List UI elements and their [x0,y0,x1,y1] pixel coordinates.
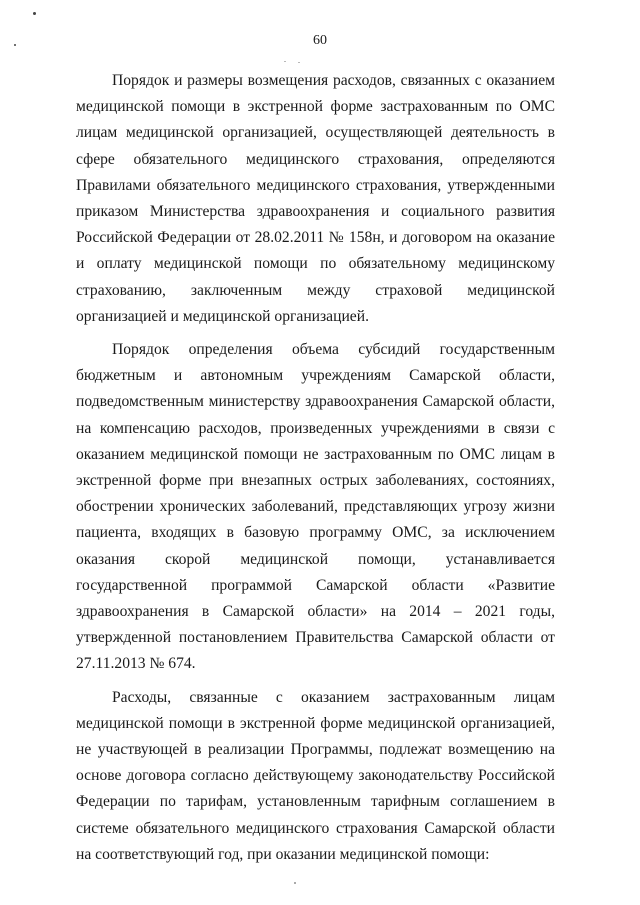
scan-speck [294,882,296,884]
paragraph-subsidy-procedure: Порядок определения объема субсидий государственным бюджетным и автономным учреждениям Самарской области, подведомственным министерству здравоохранения Самарской области, на компенсацию расходов, произведенных учреждениями в связи с оказанием медицинской помощи не застрахованным по ОМС лицам в экстренной форме при внезапных острых заболеваниях, состояниях, обострении хронических заболеваний, представляющих угрозу жизни пациента, входящих в базовую программу ОМС, за исключением оказания скорой медицинской помощи, устанавливается государственной программой Самарской области «Развитие здравоохранения в Самарской области» на 2014 – 2021 годы, утвержденной постановлением Правительства Самарской области от 27.11.2013 № 674. [76,341,555,673]
page-number: 60 [313,33,327,48]
paragraph-expenses-reimbursement: Расходы, связанные с оказанием застрахованным лицам медицинской помощи в экстренной форме медицинской организацией, не участвующей в реализации Программы, подлежат возмещению на основе договора согласно действующему законодательству Российской Федерации по тарифам, установленным тарифным соглашением в системе обязательного медицинского страхования Самарской области на соответствующий год, при оказании медицинской помощи: [76,688,555,863]
scan-speck [33,12,36,15]
paragraph-reimbursement-procedure: Порядок и размеры возмещения расходов, связанных с оказанием медицинской помощи в экстренной форме застрахованным по ОМС лицам медицинской организацией, осуществляющей деятельность в сфере обязательного медицинского страхования, определяются Правилами обязательного медицинского страхования, утвержденными приказом Министерства здравоохранения и социального развития Российской Федерации от 28.02.2011 № 158н, и договором на оказание и оплату медицинской помощи по обязательному медицинскому страхованию, заключенным между страховой медицинской организацией и медицинской организацией. [76,72,555,325]
scan-speck [284,61,286,62]
scan-speck [298,62,300,63]
document-body [76,68,555,875]
